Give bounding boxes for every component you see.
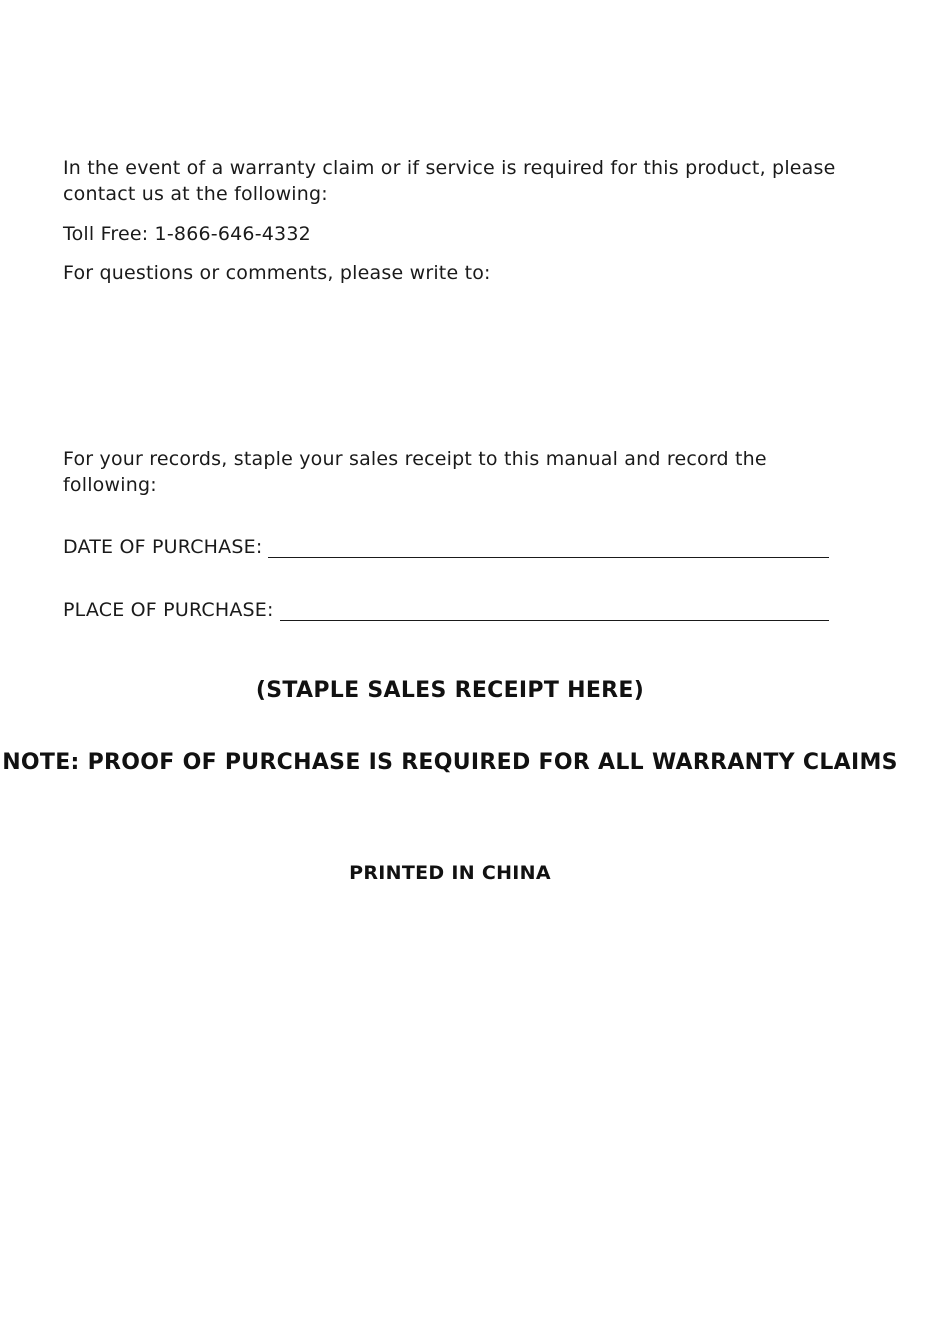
date-of-purchase-field[interactable] xyxy=(63,534,829,560)
toll-free-number: Toll Free: 1-866-646-4332 xyxy=(63,223,311,245)
date-of-purchase-label: DATE OF PURCHASE: xyxy=(63,536,263,558)
proof-of-purchase-note: NOTE: PROOF OF PURCHASE IS REQUIRED FOR ALL WARRANTY CLAIMS xyxy=(2,750,898,775)
place-of-purchase-field[interactable] xyxy=(63,597,829,623)
printed-in-notice: PRINTED IN CHINA xyxy=(349,862,551,884)
date-of-purchase-line[interactable] xyxy=(268,557,829,558)
warranty-contact-intro: In the event of a warranty claim or if service is required for this product, please contact us at the following: xyxy=(63,157,836,205)
staple-receipt-notice: (STAPLE SALES RECEIPT HERE) xyxy=(255,678,645,703)
place-of-purchase-line[interactable] xyxy=(280,620,829,621)
records-intro: For your records, staple your sales receipt to this manual and record the following: xyxy=(63,448,767,496)
place-of-purchase-label: PLACE OF PURCHASE: xyxy=(63,599,274,621)
write-to-text: For questions or comments, please write to: xyxy=(63,262,491,284)
